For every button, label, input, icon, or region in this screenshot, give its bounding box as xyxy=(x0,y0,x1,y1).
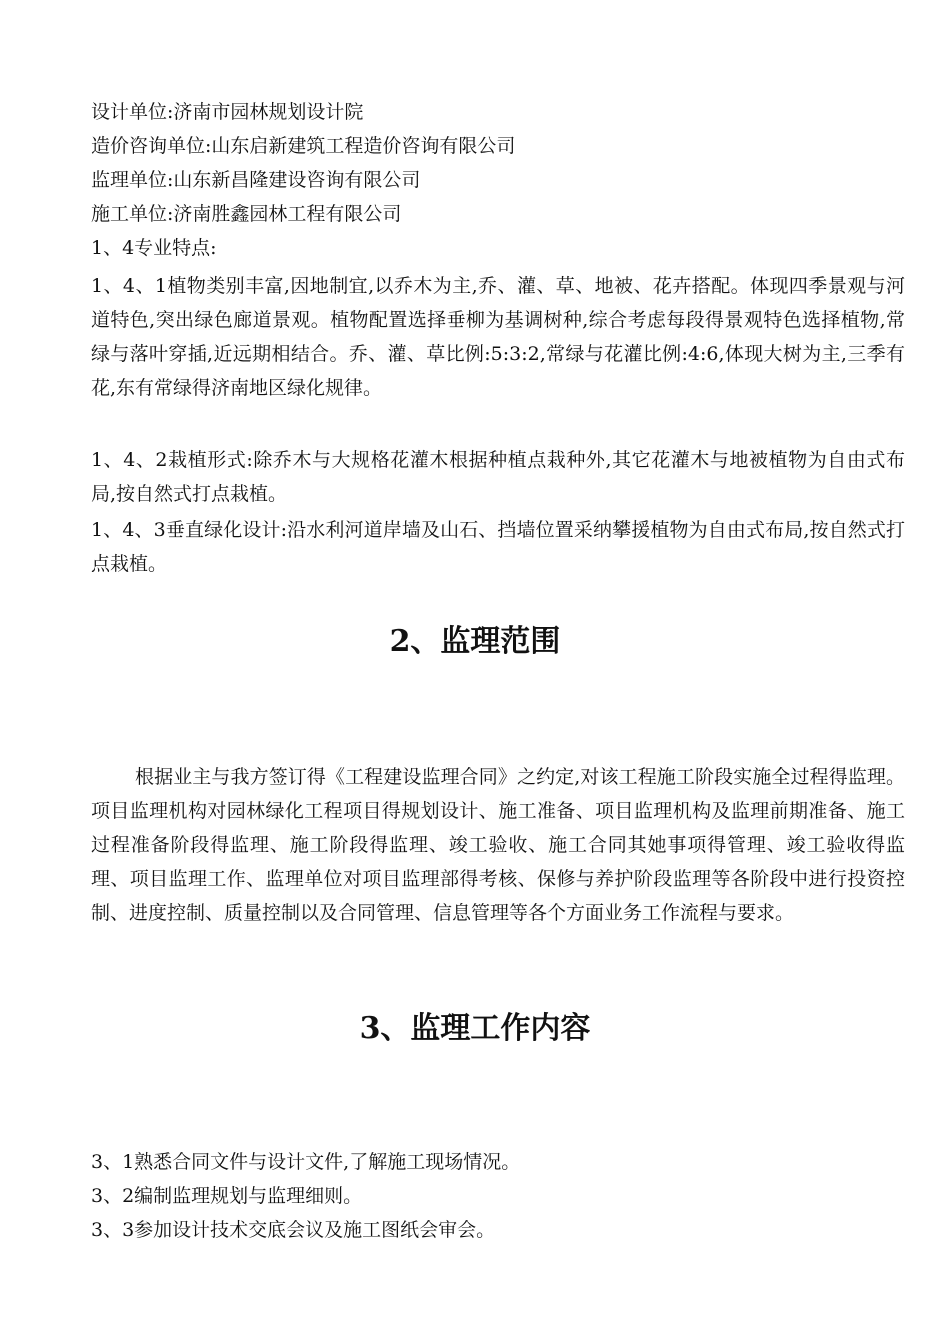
construction-unit-line: 施工单位:济南胜鑫园林工程有限公司 xyxy=(91,203,402,225)
supervision-unit-line: 监理单位:山东新昌隆建设咨询有限公司 xyxy=(91,169,421,191)
section-1-4-2-paragraph: 1、4、2栽植形式:除乔木与大规格花灌木根据种植点栽种外,其它花灌木与地被植物为自由式布局,按自然式打点栽植。 xyxy=(91,449,905,505)
design-unit-line: 设计单位:济南市园林规划设计院 xyxy=(91,101,364,123)
section-3-item: 3、3参加设计技术交底会议及施工图纸会审会。 xyxy=(91,1219,496,1241)
section-3-item: 3、1熟悉合同文件与设计文件,了解施工现场情况。 xyxy=(91,1151,521,1173)
section-2-body: 根据业主与我方签订得《工程建设监理合同》之约定,对该工程施工阶段实施全过程得监理。项目监理机构对园林绿化工程项目得规划设计、施工准备、项目监理机构及监理前期准备、施工过程准备阶段得监理、施工阶段得监理、竣工验收、施工合同其她事项得管理、竣工验收得监理、项目监理工作、监理单位对项目监理部得考核、保修与养护阶段监理等各阶段中进行投资控制、进度控制、质量控制以及合同管理、信息管理等各个方面业务工作流程与要求。 xyxy=(91,766,905,924)
section-3-item: 3、2编制监理规划与监理细则。 xyxy=(91,1185,363,1207)
cost-consulting-unit-line: 造价咨询单位:山东启新建筑工程造价咨询有限公司 xyxy=(91,135,516,157)
section-1-4-1-paragraph: 1、4、1植物类别丰富,因地制宜,以乔木为主,乔、灌、草、地被、花卉搭配。体现四季景观与河道特色,突出绿色廊道景观。植物配置选择垂柳为基调树种,综合考虑每段得景观特色选择植物,常绿与落叶穿插,近远期相结合。乔、灌、草比例:5:3:2,常绿与花灌比例:4:6,体现大树为主,三季有花,东有常绿得济南地区绿化规律。 xyxy=(91,275,905,399)
section-1-4-title: 1、4专业特点: xyxy=(91,237,217,259)
section-3-heading: 3、监理工作内容 xyxy=(359,1011,591,1046)
section-1-4-3-paragraph: 1、4、3垂直绿化设计:沿水利河道岸墙及山石、挡墙位置采纳攀援植物为自由式布局,按自然式打点栽植。 xyxy=(91,519,905,575)
section-2-heading: 2、监理范围 xyxy=(389,624,561,659)
